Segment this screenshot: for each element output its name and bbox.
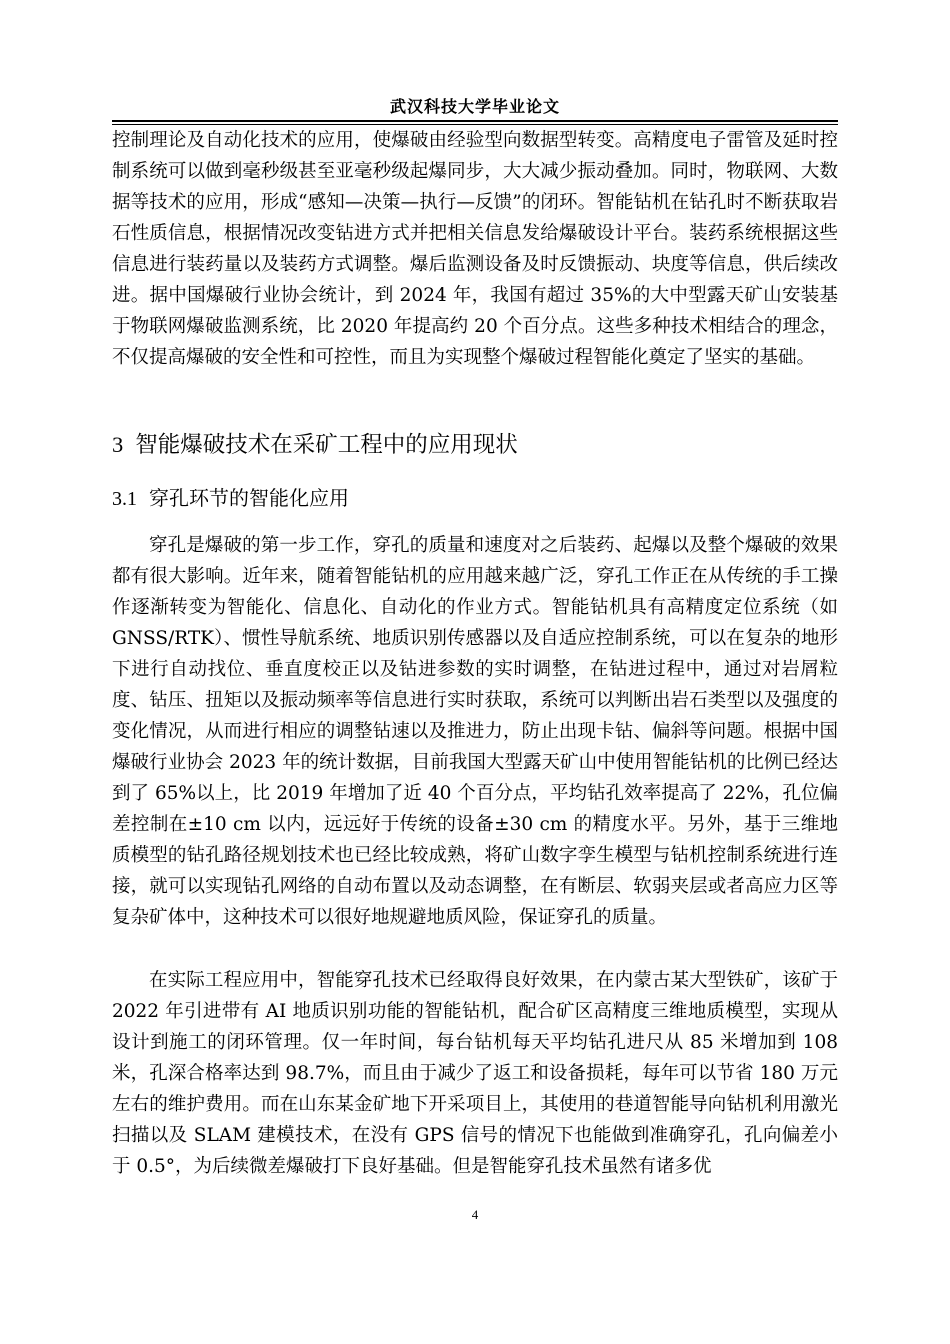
subsection-heading-3-1 — [112, 482, 838, 515]
header-rule — [112, 120, 838, 122]
subsection-number: 3.1 — [112, 488, 137, 510]
paragraph-drilling-overview: 穿孔是爆破的第一步工作，穿孔的质量和速度对之后装药、起爆以及整个爆破的效果都有很大影响。近年来，随着智能钻机的应用越来越广泛，穿孔工作正在从传统的手工操作逐渐转变为智能化、信息化、自动化的作业方式。智能钻机具有高精度定位系统（如 GNSS/RTK）、惯性导航系统、地质识别传感器以及自适应控制系统，可以在复杂的地形下进行自动找位、垂直度校正以及钻进参数的实时调整，在钻进过程中，通过对岩屑粒度、钻压、扭矩以及振动频率等信息进行实时获取，系统可以判断出岩石类型以及强度的变化情况，从而进行相应的调整钻速以及推进力，防止出现卡钻、偏斜等问题。根据中国爆破行业协会 2023 年的统计数据，目前我国大型露天矿山中使用智能钻机的比例已经达到了 65%以上，比 2019 年增加了近 40 个百分点，平均钻孔效率提高了 22%，孔位偏差控制在±10 cm 以内，远远好于传统的设备±30 cm 的精度水平。另外，基于三维地质模型的钻孔路径规划技术也已经比较成熟，将矿山数字孪生模型与钻机控制系统进行连接，就可以实现钻孔网络的自动布置以及动态调整，在有断层、软弱夹层或者高应力区等复杂矿体中，这种技术可以很好地规避地质风险，保证穿孔的质量。 — [112, 535, 838, 928]
section-number: 3 — [112, 432, 124, 457]
section-heading-3 — [112, 428, 838, 462]
page-number: 4 — [471, 1207, 479, 1222]
paragraph-engineering-cases: 在实际工程应用中，智能穿孔技术已经取得良好效果，在内蒙古某大型铁矿，该矿于 2022 年引进带有 AI 地质识别功能的智能钻机，配合矿区高精度三维地质模型，实现从设计到施工的闭环管理。仅一年时间，每台钻机每天平均钻孔进尺从 85 米增加到 108 米，孔深合格率达到 98.7%，而且由于减少了返工和设备损耗，每年可以节省 180 万元左右的维护费用。而在山东某金矿地下开采项目上，其使用的巷道智能导向钻机利用激光扫描以及 SLAM 建模技术，在没有 GPS 信号的情况下也能做到准确穿孔，孔向偏差小于 0.5°，为后续微差爆破打下良好基础。但是智能穿孔技术虽然有诸多优 — [112, 970, 838, 1177]
subsection-title: 穿孔环节的智能化应用 — [149, 486, 349, 510]
section-title: 智能爆破技术在采矿工程中的应用现状 — [135, 432, 518, 458]
paragraph-continuation: 控制理论及自动化技术的应用，使爆破由经验型向数据型转变。高精度电子雷管及延时控制系统可以做到毫秒级甚至亚毫秒级起爆同步，大大减少振动叠加。同时，物联网、大数据等技术的应用，形成“感知—决策—执行—反馈”的闭环。智能钻机在钻孔时不断获取岩石性质信息，根据情况改变钻进方式并把相关信息发给爆破设计平台。装药系统根据这些信息进行装药量以及装药方式调整。爆后监测设备及时反馈振动、块度等信息，供后续改进。据中国爆破行业协会统计，到 2024 年，我国有超过 35%的大中型露天矿山安装基于物联网爆破监测系统，比 2020 年提高约 20 个百分点。这些多种技术相结合的理念，不仅提高爆破的安全性和可控性，而且为实现整个爆破过程智能化奠定了坚实的基础。 — [112, 130, 838, 368]
running-header: 武汉科技大学毕业论文 — [389, 97, 560, 116]
